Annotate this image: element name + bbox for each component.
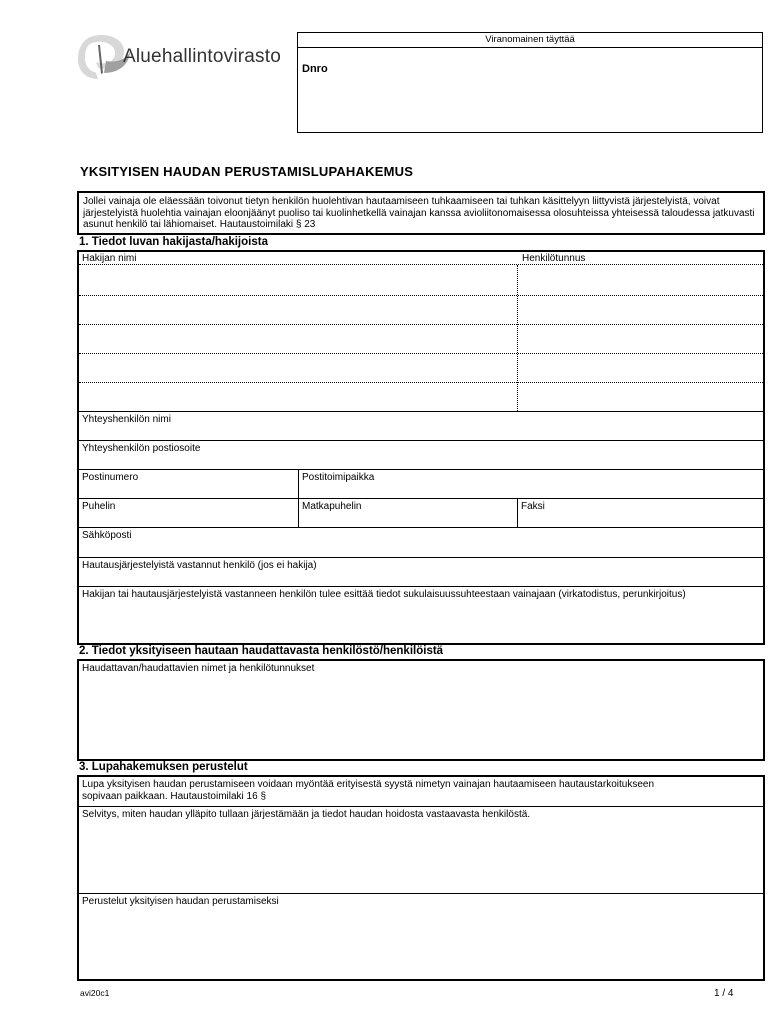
phone-label: Puhelin [82, 501, 116, 512]
section3-title: 3. Lupahakemuksen perustelut [79, 761, 248, 773]
responsible-person-label: Hautausjärjestelyistä vastannut henkilö (jos ei hakija) [82, 560, 317, 571]
mobile-field[interactable] [299, 499, 517, 527]
page-number: 1 / 4 [714, 988, 734, 999]
applicant-row-2[interactable] [79, 296, 763, 324]
mobile-label: Matkapuhelin [302, 501, 362, 512]
post-office-label: Postitoimipaikka [302, 472, 375, 483]
section1-form [77, 250, 765, 645]
email-label: Sähköposti [82, 530, 132, 541]
permit-note: Lupa yksityisen haudan perustamiseen voidaan myöntää erityisestä syystä nimetyn vainajan hautaamiseen hautaustarkoitukseen sopivaan paikkaan. Hautaustoimilaki 16 § [82, 779, 655, 802]
dnro-label: Dnro [302, 63, 328, 75]
phone-field[interactable] [79, 499, 298, 527]
fax-field[interactable] [518, 499, 763, 527]
intro-text: Jollei vainaja ole eläessään toivonut tietyn henkilön huolehtivan hautaamiseen tuhkaamiseen tai tuhkan käsittelyyn liittyvistä järjestelyistä, voivat järjestelyistä huolehtia vainajan eloonjäänyt puoliso tai kuolinhetkellä vainajan kanssa avioliitonomaisessa olosuhteissa yhteisessä taloudessa jatkuvasti asunut henkilö tai lähiomaiset. Hautaustoimilaki § 23 [83, 196, 755, 230]
form-title: YKSITYISEN HAUDAN PERUSTAMISLUPAHAKEMUS [80, 164, 414, 179]
applicant-row-1[interactable] [79, 265, 763, 294]
responsible-person-field[interactable] [79, 558, 763, 586]
section1-title: 1. Tiedot luvan hakijasta/hakijoista [79, 236, 268, 248]
form-code: avi20c1 [80, 988, 110, 998]
personal-id-label: Henkilötunnus [522, 253, 586, 264]
deceased-names-label: Haudattavan/haudattavien nimet ja henkilötunnukset [82, 663, 315, 674]
email-field[interactable] [79, 528, 763, 557]
applicant-row-3[interactable] [79, 325, 763, 353]
kinship-note: Hakijan tai hautausjärjestelyistä vastanneen henkilön tulee esittää tiedot sukulaisuussuhteestaan vainajaan (virkatodistus, perunkirjoitus) [82, 589, 686, 600]
justification-field[interactable] [79, 894, 763, 979]
applicant-row-5[interactable] [79, 383, 763, 411]
contact-address-label: Yhteyshenkilön postiosoite [82, 443, 201, 454]
fax-label: Faksi [521, 501, 545, 512]
postal-code-field[interactable] [79, 470, 298, 498]
logo-text: Aluehallintovirasto [123, 46, 281, 67]
contact-address-field[interactable] [79, 441, 763, 469]
applicant-row-4[interactable] [79, 354, 763, 382]
section3-form [77, 775, 765, 981]
kinship-field[interactable] [79, 587, 763, 643]
post-office-field[interactable] [299, 470, 763, 498]
contact-name-field[interactable] [79, 412, 763, 440]
section2-title: 2. Tiedot yksityiseen hautaan haudattavasta henkilöstö/henkilöistä [79, 645, 444, 657]
section2-form[interactable] [77, 659, 765, 761]
intro-box [77, 191, 765, 235]
postal-code-label: Postinumero [82, 472, 139, 483]
authority-box [297, 32, 763, 133]
applicant-name-label: Hakijan nimi [82, 253, 137, 264]
contact-name-label: Yhteyshenkilön nimi [82, 414, 171, 425]
justification-label: Perustelut yksityisen haudan perustamiseksi [82, 896, 279, 907]
maintenance-label: Selvitys, miten haudan ylläpito tullaan järjestämään ja tiedot haudan hoidosta vastaavasta henkilöstä. [82, 809, 531, 820]
authority-box-label: Viranomainen täyttää [298, 33, 762, 48]
maintenance-field[interactable] [79, 807, 763, 893]
